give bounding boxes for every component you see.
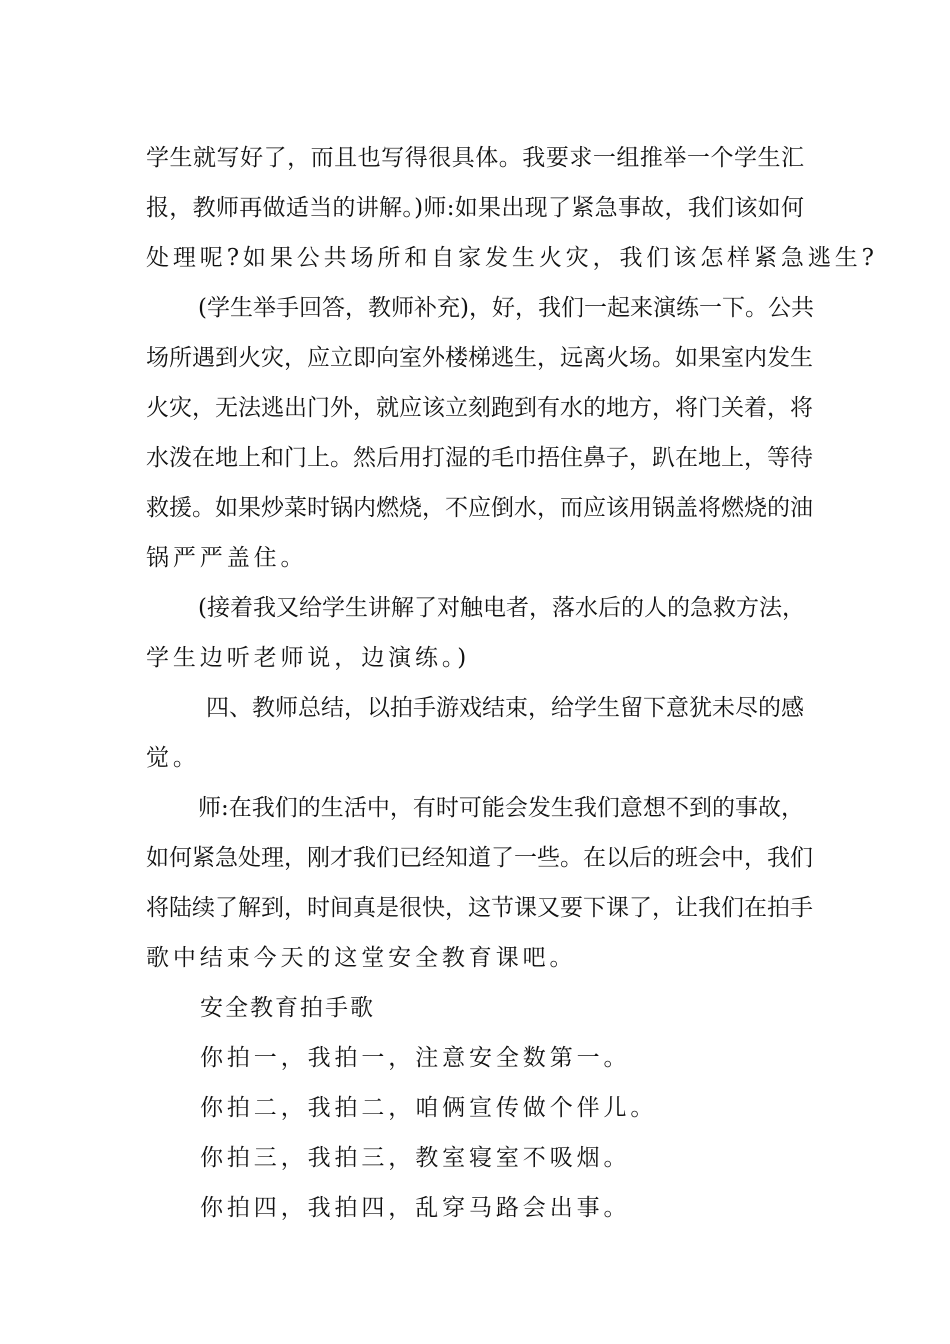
text-line: 火灾，无法逃出门外，就应该立刻跑到有水的地方，将门关着，将 <box>146 395 813 421</box>
text-line: 锅严严盖住。 <box>146 545 308 571</box>
text-line: 报，教师再做适当的讲解。)师:如果出现了紧急事故，我们该如何 <box>146 195 804 221</box>
text-line: 歌中结束今天的这堂安全教育课吧。 <box>146 945 577 971</box>
song-verse: 你拍二，我拍二，咱俩宣传做个伴儿。 <box>200 1095 658 1121</box>
section-heading: 四、教师总结，以拍手游戏结束，给学生留下意犹未尽的感 <box>206 695 804 721</box>
text-line: 处理呢?如果公共场所和自家发生火灾，我们该怎样紧急逃生? <box>146 245 878 271</box>
text-line: 水泼在地上和门上。然后用打湿的毛巾捂住鼻子，趴在地上，等待 <box>146 445 813 471</box>
text-line: (接着我又给学生讲解了对触电者，落水后的人的急救方法， <box>198 595 805 621</box>
text-line: 师:在我们的生活中，有时可能会发生我们意想不到的事故， <box>198 795 804 821</box>
song-verse: 你拍三，我拍三，教室寝室不吸烟。 <box>200 1145 631 1171</box>
text-line: 将陆续了解到，时间真是很快，这节课又要下课了，让我们在拍手 <box>146 895 813 921</box>
text-line: 救援。如果炒菜时锅内燃烧，不应倒水，而应该用锅盖将燃烧的油 <box>146 495 813 521</box>
text-line: (学生举手回答，教师补充)，好，我们一起来演练一下。公共 <box>198 295 814 321</box>
text-line: 场所遇到火灾，应立即向室外楼梯逃生，远离火场。如果室内发生 <box>146 345 813 371</box>
text-line: 觉。 <box>146 745 200 771</box>
song-verse: 你拍一，我拍一，注意安全数第一。 <box>200 1045 631 1071</box>
text-line: 学生就写好了，而且也写得很具体。我要求一组推举一个学生汇 <box>146 145 804 171</box>
song-title: 安全教育拍手歌 <box>200 995 375 1021</box>
text-line: 如何紧急处理，刚才我们已经知道了一些。在以后的班会中，我们 <box>146 845 813 871</box>
song-verse: 你拍四，我拍四，乱穿马路会出事。 <box>200 1195 631 1221</box>
text-line: 学生边听老师说，边演练。) <box>146 645 471 671</box>
